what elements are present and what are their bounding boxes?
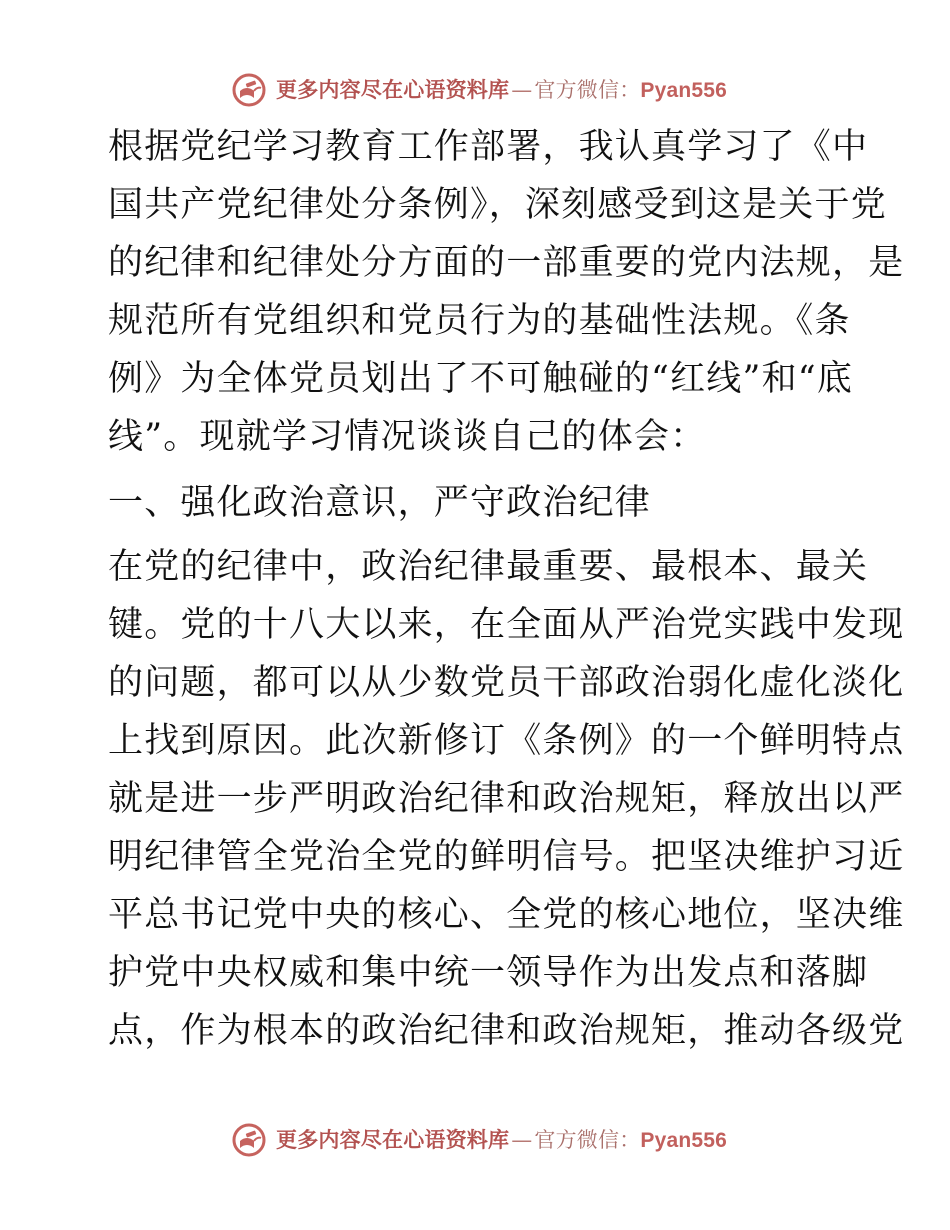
paragraph-1-line-4: 规范所有党组织和党员行为的基础性法规。《条 bbox=[108, 301, 851, 341]
banner-separator: — bbox=[511, 1127, 533, 1152]
paragraph-2-line-1: 在党的纪律中，政治纪律最重要、最根本、最关 bbox=[108, 547, 869, 587]
banner-handle: Pyan556 bbox=[640, 78, 728, 102]
paragraph-1-line-6: 线”。现就学习情况谈谈自己的体会： bbox=[108, 417, 707, 457]
paragraph-1-line-2: 国共产党纪律处分条例》，深刻感受到这是关于党 bbox=[108, 185, 887, 225]
paragraph-1-line-1: 根据党纪学习教育工作部署，我认真学习了《中 bbox=[108, 127, 869, 167]
book-logo-icon bbox=[232, 1123, 266, 1157]
banner-handle: Pyan556 bbox=[640, 1128, 728, 1152]
banner-separator: — bbox=[511, 77, 533, 102]
top-banner bbox=[232, 70, 752, 110]
paragraph-2-line-2: 键。党的十八大以来，在全面从严治党实践中发现 bbox=[108, 605, 905, 645]
paragraph-2 bbox=[98, 538, 905, 1060]
banner-text bbox=[276, 77, 728, 102]
banner-lead-text: 更多内容尽在心语资料库 bbox=[276, 77, 510, 102]
paragraph-2-line-4: 上找到原因。此次新修订《条例》的一个鲜明特点 bbox=[108, 721, 905, 761]
paragraph-2-line-3: 的问题，都可以从少数党员干部政治弱化虚化淡化 bbox=[108, 663, 905, 703]
section-1-heading: 一、强化政治意识，严守政治纪律 bbox=[108, 483, 652, 523]
paragraph-2-line-7: 平总书记党中央的核心、全党的核心地位，坚决维 bbox=[108, 895, 905, 935]
banner-sub-text: 官方微信： bbox=[534, 1127, 641, 1152]
paragraph-1-line-5: 例》为全体党员划出了不可触碰的“红线”和“底 bbox=[108, 359, 854, 399]
document-content bbox=[98, 118, 905, 1060]
paragraph-2-line-8: 护党中央权威和集中统一领导作为出发点和落脚 bbox=[108, 953, 869, 993]
banner-lead-text: 更多内容尽在心语资料库 bbox=[276, 1127, 510, 1152]
book-logo-icon bbox=[232, 73, 266, 107]
paragraph-2-line-6: 明纪律管全党治全党的鲜明信号。把坚决维护习近 bbox=[108, 837, 905, 877]
paragraph-2-line-5: 就是进一步严明政治纪律和政治规矩，释放出以严 bbox=[108, 779, 905, 819]
banner-sub-text: 官方微信： bbox=[534, 77, 641, 102]
bottom-banner bbox=[232, 1120, 752, 1160]
paragraph-1 bbox=[98, 118, 905, 466]
banner-text bbox=[276, 1127, 728, 1152]
paragraph-1-line-3: 的纪律和纪律处分方面的一部重要的党内法规，是 bbox=[108, 243, 905, 283]
paragraph-2-line-9: 点，作为根本的政治纪律和政治规矩，推动各级党 bbox=[108, 1011, 905, 1051]
